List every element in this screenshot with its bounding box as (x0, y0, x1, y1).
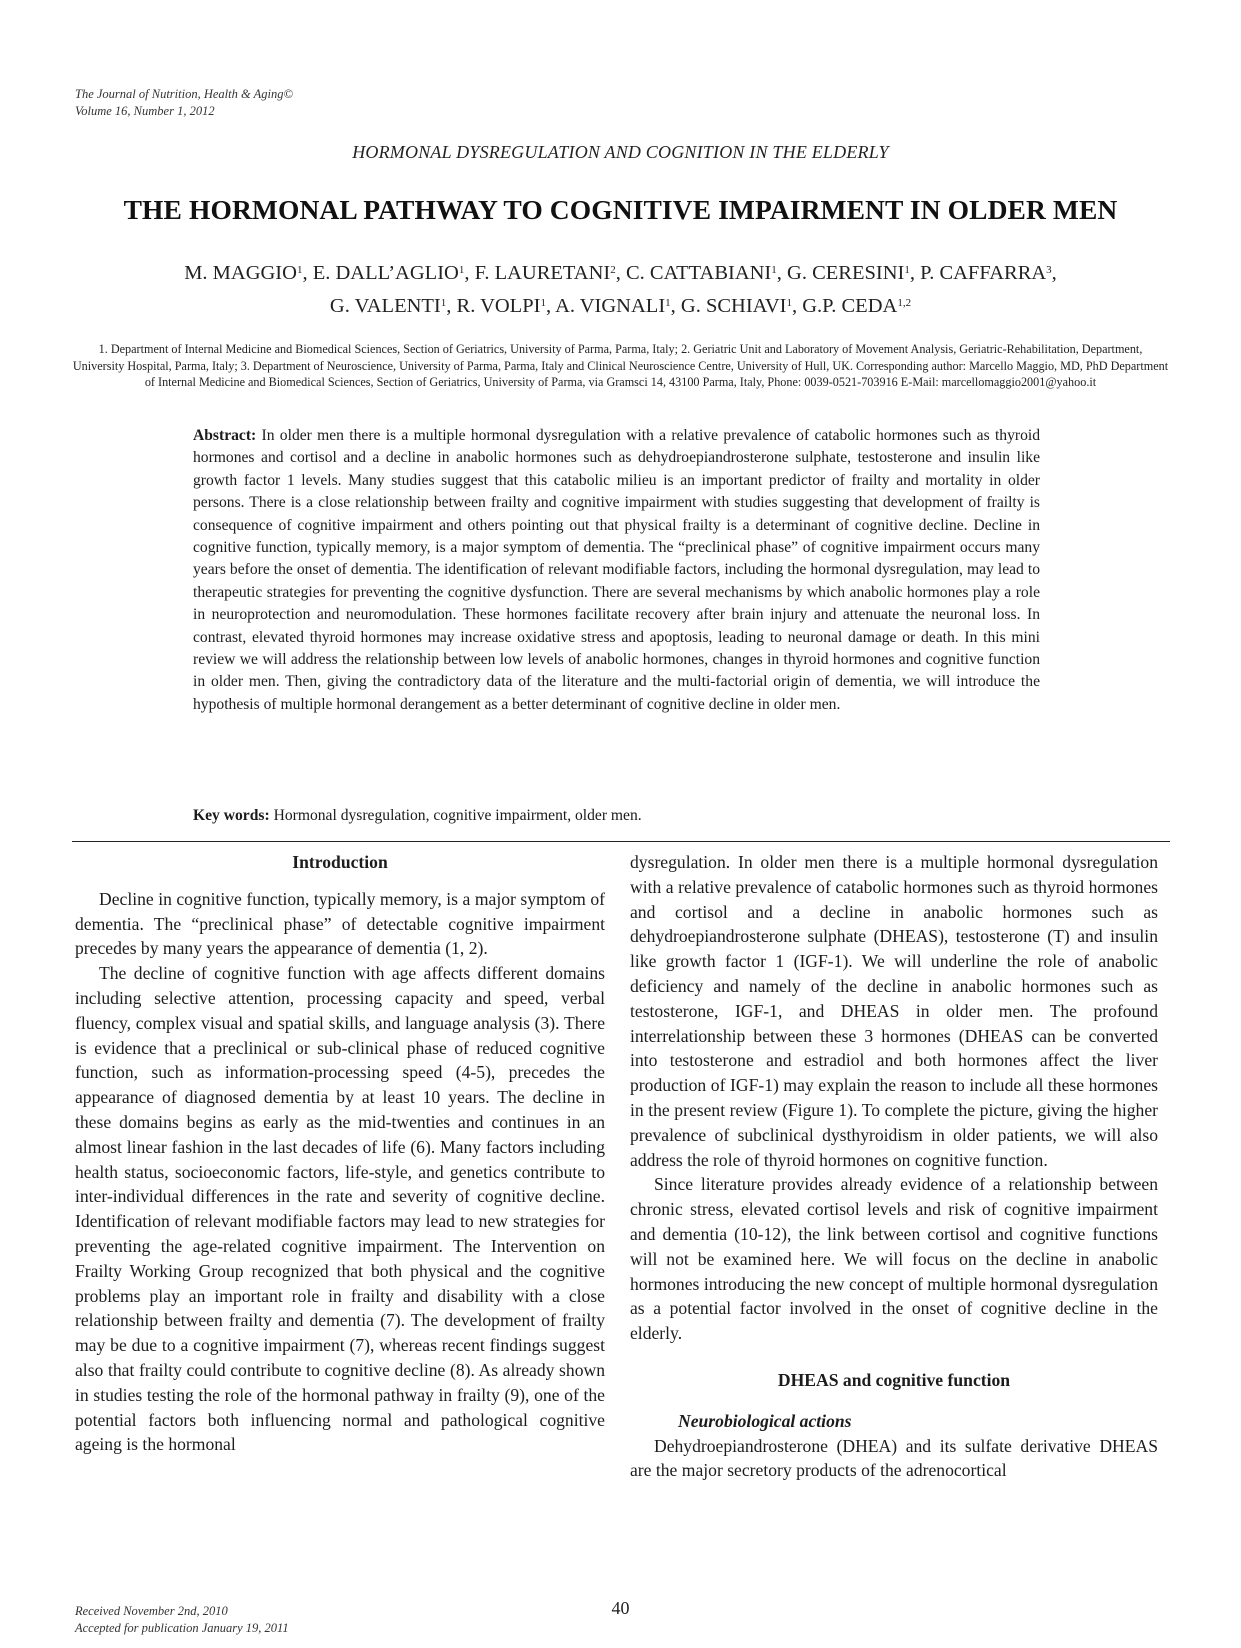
author: G. CERESINI$^1$, (787, 262, 921, 284)
abstract (193, 425, 1040, 716)
journal-info (75, 86, 293, 120)
intro-paragraph-1: Decline in cognitive function, typically memory, is a major symptom of dementia. The “preclinical phase” of detectable cognitive impairment precedes by many years the appearance of dementia (1, 2). (75, 888, 605, 959)
author: P. CAFFARRA$^3$, (920, 262, 1057, 284)
journal-volume: Volume 16, Number 1, 2012 (75, 104, 215, 118)
intro-paragraph-3: Since literature provides already evidence of a relationship between chronic stress, elevated cortisol levels and risk of cognitive impairment and dementia (10-12), the link between cortisol and cognitive functions will not be examined here. We will focus on the decline in anabolic hormones introducing the new concept of multiple hormonal dysregulation as a potential factor involved in the onset of cognitive decline in the elderly. (630, 1174, 1158, 1344)
article-title: THE HORMONAL PATHWAY TO COGNITIVE IMPAIRMENT IN OLDER MEN (123, 194, 1118, 225)
keywords (193, 805, 1040, 827)
author: R. VOLPI$^1$, (456, 295, 556, 317)
author: M. MAGGIO$^1$, (184, 262, 313, 284)
author: G. VALENTI$^1$, (329, 295, 457, 317)
author: G. SCHIAVI$^1$, (680, 295, 803, 317)
dheas-paragraph-1: Dehydroepiandrosterone (DHEA) and its sulfate derivative DHEAS are the major secretory products of the adrenocortical (630, 1435, 1158, 1481)
author: F. LAURETANI$^2$, (474, 262, 626, 284)
intro-paragraph-2: The decline of cognitive function with age affects different domains including selective attention, processing capacity and speed, verbal fluency, complex visual and spatial skills, and language analysis (3). There is evidence that a preclinical or sub-clinical phase of reduced cognitive function, such as information-processing speed (4-5), precedes the appearance of diagnosed dementia by at least 10 years. The decline in these domains begins as early as the mid-twenties and continues in an almost linear fashion in the last decades of life (6). Many factors including health status, socioeconomic factors, life-style, and genetics contribute to inter-individual differences in the rate and severity of cognitive decline. Identification of relevant modifiable factors may lead to new strategies for preventing the age-related cognitive impairment. The Intervention on Frailty Working Group recognized that both physical and the cognitive problems play an important role in frailty and disability with a close relationship between frailty and dementia (7). The development of frailty may be due to a cognitive impairment (7), whereas recent findings suggest also that frailty could contribute to cognitive decline (8). As already shown in studies testing the role of the hormonal pathway in frailty (9), one of the potential factors both influencing normal and pathological cognitive ageing is the hormonal (75, 963, 605, 1455)
right-column (630, 850, 1158, 1483)
author: G.P. CEDA$^{1,2}$ (802, 295, 912, 317)
dheas-heading: DHEAS and cognitive function (777, 1369, 1011, 1390)
author-list (60, 255, 1181, 321)
accepted-date: Accepted for publication January 19, 2011 (75, 1621, 289, 1635)
affiliations: 1. Department of Internal Medicine and Biomedical Sciences, Section of Geriatrics, University of Parma, Parma, Italy; 2. Geriatric Unit and Laboratory of Movement Analysis, Geriatric-Rehabilitation, Department, University Hospital, Parma, Italy; 3. Department of Neuroscience, University of Parma, Parma, Italy and Clinical Neuroscience Centre, University of Hull, UK. Corresponding author: Marcello Maggio, MD, PhD Department of Internal Medicine and Biomedical Sciences, Section of Geriatrics, University of Parma, via Gramsci 14, 43100 Parma, Italy, Phone: 0039-0521-703916 E-Mail: marcellomaggio2001@yahoo.it (72, 342, 1169, 390)
abstract-label: Abstract: (193, 427, 257, 444)
keywords-text: Hormonal dysregulation, cognitive impairment, older men. (273, 807, 642, 824)
keywords-label: Key words: (193, 807, 270, 824)
introduction-heading: Introduction (292, 852, 388, 872)
received-date: Received November 2nd, 2010 (75, 1604, 228, 1618)
page-number: 40 (611, 1598, 630, 1618)
intro-paragraph-2-continued: dysregulation. In older men there is a multiple hormonal dysregulation with a relative prevalence of catabolic hormones such as thyroid hormones and cortisol and a decline in anabolic hormones such as dehydroepiandrosterone sulphate (DHEAS), testosterone (T) and insulin like growth factor 1 (IGF-1). We will underline the role of anabolic deficiency and namely of the decline in anabolic hormones such as testosterone, IGF-1, and DHEAS in older men. The profound interrelationship between these 3 hormones (DHEAS can be converted into testosterone and estradiol and both hormones affect the liver production of IGF-1) may explain the reason to include all these hormones in the present review (Figure 1). To complete the picture, giving the higher prevalence of subclinical dysthyroidism in older patients, we will also address the role of thyroid hormones on cognitive function. (630, 852, 1158, 1170)
abstract-text: In older men there is a multiple hormonal dysregulation with a relative prevalence of catabolic hormones such as thyroid hormones and cortisol and a decline in anabolic hormones such as dehydroepiandrosterone sulphate, testosterone and insulin like growth factor 1 levels. Many studies suggest that this catabolic milieu is an important predictor of frailty and mortality in older persons. There is a close relationship between frailty and cognitive impairment with studies suggesting that development of frailty is consequence of cognitive impairment and others pointing out that physical frailty is a determinant of cognitive decline. Decline in cognitive function, typically memory, is a major symptom of dementia. The “preclinical phase” of cognitive impairment occurs many years before the onset of dementia. The identification of relevant modifiable factors, including the hormonal dysregulation, may lead to therapeutic strategies for preventing the cognitive dysfunction. There are several mechanisms by which anabolic hormones play a role in neuroprotection and neuromodulation. These hormones facilitate recovery after brain injury and attenuate the neuronal loss. In contrast, elevated thyroid hormones may increase oxidative stress and apoptosis, leading to neuronal damage or death. In this mini review we will address the relationship between low levels of anabolic hormones, changes in thyroid hormones and cognitive function in older men. Then, giving the contradictory data of the literature and the multi-factorial origin of dementia, we will introduce the hypothesis of multiple hormonal derangement as a better determinant of cognitive decline in older men. (193, 427, 1040, 713)
journal-name: The Journal of Nutrition, Health & Aging© (75, 87, 293, 101)
section-divider (72, 841, 1170, 842)
author: A. VIGNALI$^1$, (555, 295, 681, 317)
running-head: HORMONAL DYSREGULATION AND COGNITION IN THE ELDERLY (352, 142, 889, 162)
left-column (75, 850, 605, 1457)
neurobiological-actions-subheading: Neurobiological actions (678, 1410, 852, 1431)
author: E. DALL’AGLIO$^1$, (312, 262, 475, 284)
author: C. CATTABIANI$^1$, (625, 262, 788, 284)
